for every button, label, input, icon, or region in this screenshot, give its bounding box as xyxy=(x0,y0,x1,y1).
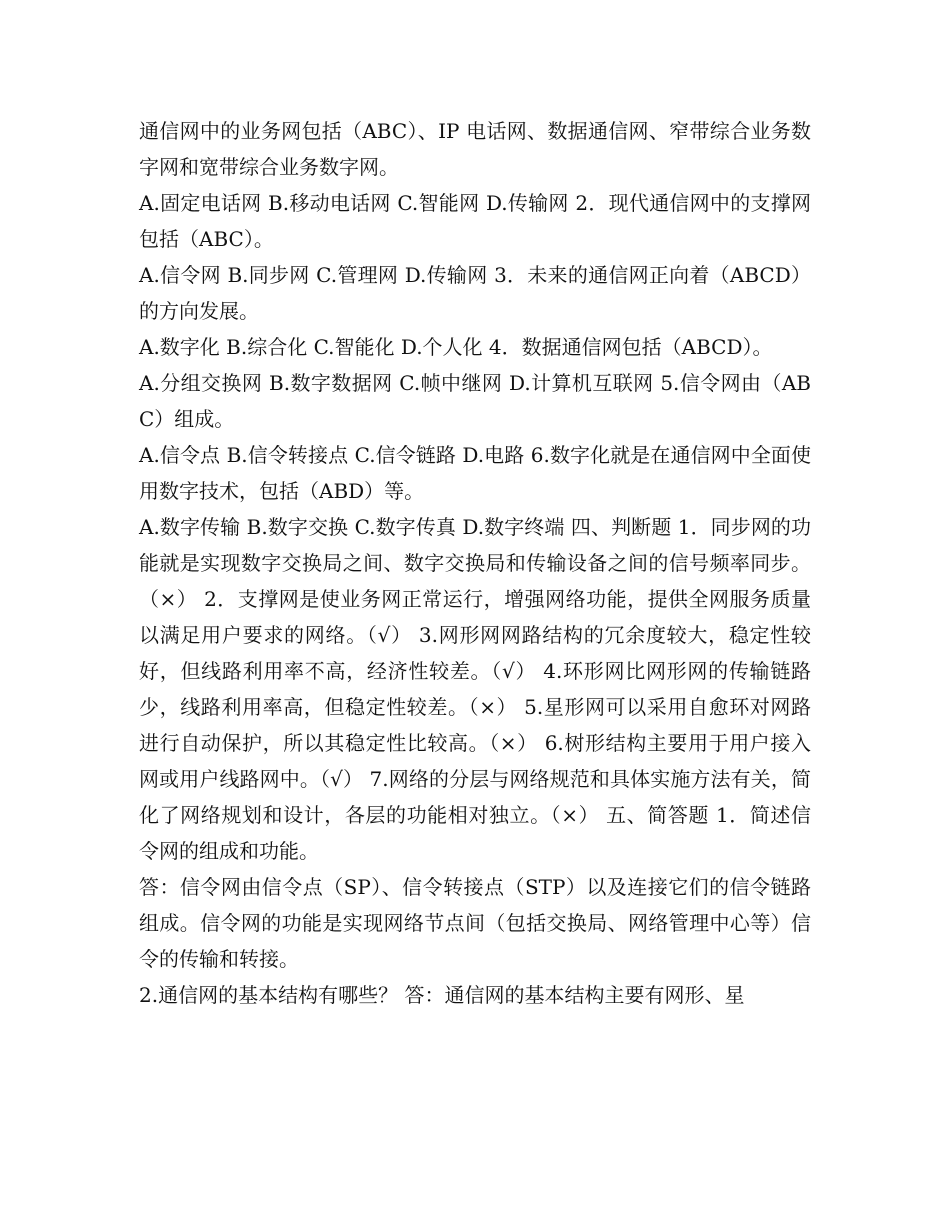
paragraph-support-network: A.固定电话网 B.移动电话网 C.智能网 D.传输网 2．现代通信网中的支撑网包括（ABC）。 xyxy=(139,191,811,251)
paragraph-signaling-components: A.分组交换网 B.数字数据网 C.帧中继网 D.计算机互联网 5.信令网由（ABC）组成。 xyxy=(139,371,811,431)
document-body xyxy=(139,113,811,1013)
paragraph-basic-structure: 2.通信网的基本结构有哪些？ 答：通信网的基本结构主要有网形、星 xyxy=(139,983,745,1007)
paragraph-service-network: 通信网中的业务网包括（ABC）、IP 电话网、数据通信网、窄带综合业务数字网和宽带综合业务数字网。 xyxy=(139,119,811,179)
paragraph-true-false-section: A.数字传输 B.数字交换 C.数字传真 D.数字终端 四、判断题 1．同步网的功能就是实现数字交换局之间、数字交换局和传输设备之间的信号频率同步。（×） 2．支撑网是使业务网正常运行，增强网络功能，提供全网服务质量以满足用户要求的网络。（√） 3.网形网网路结构的冗余度较大，稳定性较好，但线路利用率不高，经济性较差。（√） 4.环形网比网形网的传输链路少，线路利用率高，但稳定性较差。（×） 5.星形网可以采用自愈环对网路进行自动保护，所以其稳定性比较高。（×） 6.树形结构主要用于用户接入网或用户线路网中。（√） 7.网络的分层与网络规范和具体实施方法有关，简化了网络规划和设计，各层的功能相对独立。（×） 五、简答题 1．简述信令网的组成和功能。 xyxy=(139,515,811,863)
paragraph-digitization: A.信令点 B.信令转接点 C.信令链路 D.电路 6.数字化就是在通信网中全面使用数字技术，包括（ABD）等。 xyxy=(139,443,811,503)
paragraph-future-direction: A.信令网 B.同步网 C.管理网 D.传输网 3．未来的通信网正向着（ABCD）的方向发展。 xyxy=(139,263,811,323)
paragraph-data-network: A.数字化 B.综合化 C.智能化 D.个人化 4．数据通信网包括（ABCD）。 xyxy=(139,335,773,359)
paragraph-signaling-answer: 答：信令网由信令点（SP）、信令转接点（STP）以及连接它们的信令链路组成。信令网的功能是实现网络节点间（包括交换局、网络管理中心等）信令的传输和转接。 xyxy=(139,875,811,971)
